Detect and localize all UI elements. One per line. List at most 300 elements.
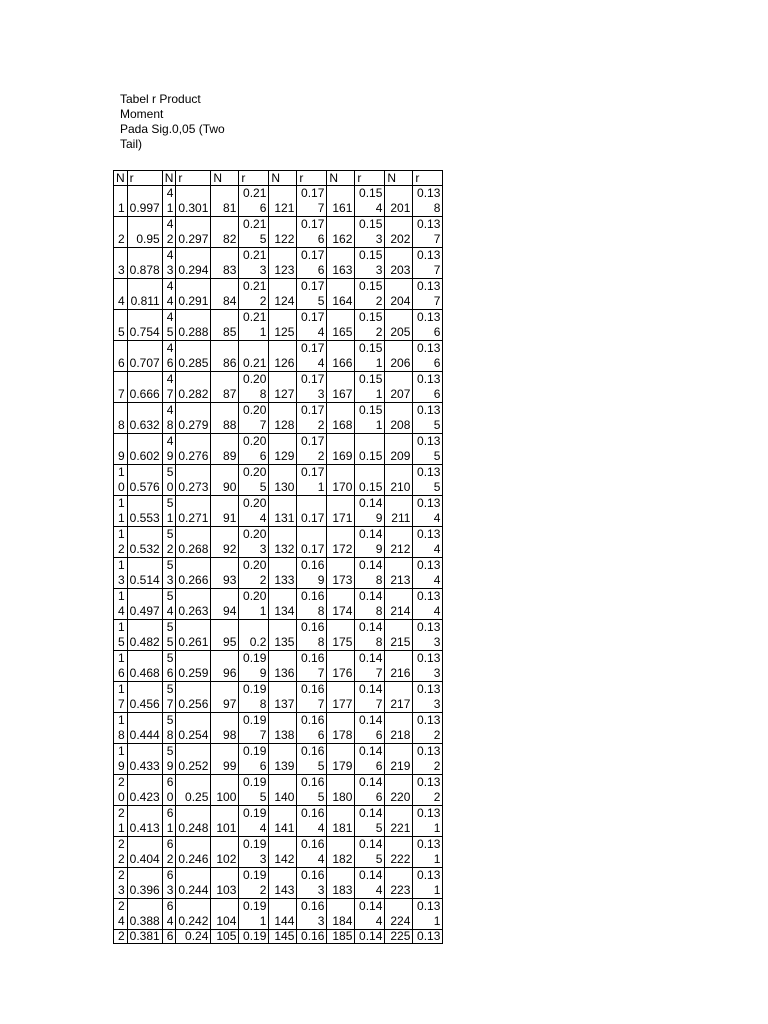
r-value-cell: 0.14 7 xyxy=(355,651,385,682)
n-cell: 174 xyxy=(327,589,355,620)
table-body xyxy=(114,186,443,944)
n-cell: 185 xyxy=(327,930,355,944)
n-cell: 124 xyxy=(269,279,297,310)
r-value-cell: 0.20 8 xyxy=(239,372,269,403)
r-value-cell: 0.17 3 xyxy=(297,372,327,403)
r-value-cell: 0.19 2 xyxy=(239,868,269,899)
n-cell: 220 xyxy=(385,775,413,806)
r-value-cell: 0.16 8 xyxy=(297,620,327,651)
r-value-cell: 0.14 6 xyxy=(355,775,385,806)
r-value-cell: 0.13 3 xyxy=(413,682,443,713)
r-value-cell: 0.19 8 xyxy=(239,682,269,713)
n-cell: 217 xyxy=(385,682,413,713)
r-value-cell: 0.14 4 xyxy=(355,899,385,930)
table-row xyxy=(114,372,443,403)
r-value-cell: 0.13 8 xyxy=(413,186,443,217)
r-value-cell: 0.252 xyxy=(176,744,211,775)
n-cell: 1 2 xyxy=(114,527,128,558)
n-cell: 2 4 xyxy=(114,899,128,930)
n-cell: 89 xyxy=(211,434,239,465)
r-value-cell: 0.16 5 xyxy=(297,744,327,775)
r-value-cell: 0.16 4 xyxy=(297,837,327,868)
n-cell: 5 xyxy=(114,310,128,341)
column-header-r: r xyxy=(297,171,327,186)
column-header-n: N xyxy=(327,171,355,186)
n-cell: 183 xyxy=(327,868,355,899)
n-cell: 4 3 xyxy=(162,248,176,279)
n-cell: 6 0 xyxy=(162,775,176,806)
column-header-r: r xyxy=(176,171,211,186)
r-value-cell: 0.16 7 xyxy=(297,651,327,682)
n-cell: 166 xyxy=(327,341,355,372)
r-value-cell: 0.17 6 xyxy=(297,248,327,279)
table-row xyxy=(114,279,443,310)
r-value-cell: 0.248 xyxy=(176,806,211,837)
r-value-cell: 0.13 4 xyxy=(413,589,443,620)
r-value-cell: 0.15 2 xyxy=(355,310,385,341)
r-value-cell: 0.279 xyxy=(176,403,211,434)
n-cell: 207 xyxy=(385,372,413,403)
table-row xyxy=(114,558,443,589)
n-cell: 81 xyxy=(211,186,239,217)
n-cell: 6 4 xyxy=(162,899,176,930)
r-value-cell: 0.21 xyxy=(239,341,269,372)
r-value-cell: 0.16 9 xyxy=(297,558,327,589)
r-value-cell: 0.13 4 xyxy=(413,496,443,527)
r-value-cell: 0.17 4 xyxy=(297,310,327,341)
r-value-cell: 0.19 7 xyxy=(239,713,269,744)
r-value-cell: 0.576 xyxy=(127,465,162,496)
n-cell: 4 1 xyxy=(162,186,176,217)
n-cell: 6 2 xyxy=(162,837,176,868)
n-cell: 162 xyxy=(327,217,355,248)
r-value-cell: 0.15 1 xyxy=(355,403,385,434)
n-cell: 3 xyxy=(114,248,128,279)
n-cell: 203 xyxy=(385,248,413,279)
r-value-cell: 0.246 xyxy=(176,837,211,868)
r-value-cell: 0.13 5 xyxy=(413,465,443,496)
n-cell: 104 xyxy=(211,899,239,930)
table-header xyxy=(114,171,443,186)
table-row xyxy=(114,465,443,496)
r-value-cell: 0.13 7 xyxy=(413,217,443,248)
n-cell: 173 xyxy=(327,558,355,589)
r-value-cell: 0.288 xyxy=(176,310,211,341)
r-value-cell: 0.13 xyxy=(413,930,443,944)
n-cell: 202 xyxy=(385,217,413,248)
column-header-n: N xyxy=(162,171,176,186)
n-cell: 5 4 xyxy=(162,589,176,620)
n-cell: 97 xyxy=(211,682,239,713)
r-value-cell: 0.497 xyxy=(127,589,162,620)
n-cell: 222 xyxy=(385,837,413,868)
r-value-cell: 0.21 5 xyxy=(239,217,269,248)
n-cell: 1 1 xyxy=(114,496,128,527)
n-cell: 169 xyxy=(327,434,355,465)
r-value-cell: 0.21 2 xyxy=(239,279,269,310)
r-value-cell: 0.13 2 xyxy=(413,744,443,775)
n-cell: 98 xyxy=(211,713,239,744)
r-value-cell: 0.13 7 xyxy=(413,248,443,279)
n-cell: 4 9 xyxy=(162,434,176,465)
n-cell: 86 xyxy=(211,341,239,372)
r-value-cell: 0.15 3 xyxy=(355,217,385,248)
r-value-cell: 0.21 3 xyxy=(239,248,269,279)
n-cell: 8 xyxy=(114,403,128,434)
n-cell: 201 xyxy=(385,186,413,217)
n-cell: 95 xyxy=(211,620,239,651)
n-cell: 105 xyxy=(211,930,239,944)
n-cell: 128 xyxy=(269,403,297,434)
r-value-cell: 0.285 xyxy=(176,341,211,372)
r-value-cell: 0.19 9 xyxy=(239,651,269,682)
r-value-cell: 0.19 3 xyxy=(239,837,269,868)
n-cell: 219 xyxy=(385,744,413,775)
r-value-cell: 0.13 4 xyxy=(413,527,443,558)
n-cell: 5 1 xyxy=(162,496,176,527)
r-value-cell: 0.707 xyxy=(127,341,162,372)
n-cell: 164 xyxy=(327,279,355,310)
r-value-cell: 0.14 7 xyxy=(355,682,385,713)
header-row xyxy=(114,171,443,186)
r-value-cell: 0.16 xyxy=(297,930,327,944)
n-cell: 223 xyxy=(385,868,413,899)
r-value-cell: 0.13 4 xyxy=(413,558,443,589)
r-value-cell: 0.532 xyxy=(127,527,162,558)
n-cell: 125 xyxy=(269,310,297,341)
r-value-cell: 0.15 4 xyxy=(355,186,385,217)
n-cell: 165 xyxy=(327,310,355,341)
n-cell: 6 xyxy=(114,341,128,372)
n-cell: 179 xyxy=(327,744,355,775)
n-cell: 92 xyxy=(211,527,239,558)
r-value-cell: 0.266 xyxy=(176,558,211,589)
n-cell: 91 xyxy=(211,496,239,527)
n-cell: 208 xyxy=(385,403,413,434)
n-cell: 2 xyxy=(114,217,128,248)
r-value-cell: 0.254 xyxy=(176,713,211,744)
n-cell: 102 xyxy=(211,837,239,868)
table-row xyxy=(114,217,443,248)
n-cell: 135 xyxy=(269,620,297,651)
r-value-cell: 0.20 1 xyxy=(239,589,269,620)
n-cell: 103 xyxy=(211,868,239,899)
r-value-cell: 0.14 5 xyxy=(355,806,385,837)
n-cell: 182 xyxy=(327,837,355,868)
n-cell: 214 xyxy=(385,589,413,620)
r-value-cell: 0.17 2 xyxy=(297,403,327,434)
column-header-r: r xyxy=(355,171,385,186)
n-cell: 101 xyxy=(211,806,239,837)
n-cell: 5 0 xyxy=(162,465,176,496)
r-value-cell: 0.16 3 xyxy=(297,899,327,930)
n-cell: 4 6 xyxy=(162,341,176,372)
r-value-cell: 0.20 3 xyxy=(239,527,269,558)
r-value-cell: 0.413 xyxy=(127,806,162,837)
r-value-cell: 0.259 xyxy=(176,651,211,682)
r-value-cell: 0.19 4 xyxy=(239,806,269,837)
r-value-cell: 0.13 1 xyxy=(413,899,443,930)
r-value-cell: 0.297 xyxy=(176,217,211,248)
column-header-r: r xyxy=(239,171,269,186)
table-row xyxy=(114,248,443,279)
n-cell: 5 5 xyxy=(162,620,176,651)
n-cell: 134 xyxy=(269,589,297,620)
r-value-cell: 0.14 8 xyxy=(355,620,385,651)
n-cell: 129 xyxy=(269,434,297,465)
n-cell: 122 xyxy=(269,217,297,248)
r-value-cell: 0.14 8 xyxy=(355,589,385,620)
r-product-moment-table xyxy=(113,170,443,944)
r-value-cell: 0.14 9 xyxy=(355,496,385,527)
r-value-cell: 0.16 7 xyxy=(297,682,327,713)
n-cell: 2 2 xyxy=(114,837,128,868)
r-value-cell: 0.17 xyxy=(297,527,327,558)
n-cell: 176 xyxy=(327,651,355,682)
n-cell: 1 0 xyxy=(114,465,128,496)
r-value-cell: 0.997 xyxy=(127,186,162,217)
n-cell: 1 4 xyxy=(114,589,128,620)
n-cell: 1 9 xyxy=(114,744,128,775)
n-cell: 216 xyxy=(385,651,413,682)
n-cell: 218 xyxy=(385,713,413,744)
title-line-3: Pada Sig.0,05 (Two xyxy=(120,122,225,136)
n-cell: 5 8 xyxy=(162,713,176,744)
r-value-cell: 0.263 xyxy=(176,589,211,620)
column-header-n: N xyxy=(269,171,297,186)
r-value-cell: 0.24 xyxy=(176,930,211,944)
n-cell: 1 3 xyxy=(114,558,128,589)
r-value-cell: 0.16 4 xyxy=(297,806,327,837)
r-value-cell: 0.294 xyxy=(176,248,211,279)
r-value-cell: 0.17 xyxy=(297,496,327,527)
r-value-cell: 0.20 2 xyxy=(239,558,269,589)
r-value-cell: 0.13 7 xyxy=(413,279,443,310)
n-cell: 2 xyxy=(114,930,128,944)
r-value-cell: 0.19 1 xyxy=(239,899,269,930)
table-row xyxy=(114,837,443,868)
n-cell: 163 xyxy=(327,248,355,279)
n-cell: 206 xyxy=(385,341,413,372)
r-value-cell: 0.17 7 xyxy=(297,186,327,217)
r-value-cell: 0.16 3 xyxy=(297,868,327,899)
n-cell: 132 xyxy=(269,527,297,558)
r-value-cell: 0.14 5 xyxy=(355,837,385,868)
r-value-cell: 0.632 xyxy=(127,403,162,434)
r-value-cell: 0.13 2 xyxy=(413,775,443,806)
n-cell: 138 xyxy=(269,713,297,744)
r-value-cell: 0.482 xyxy=(127,620,162,651)
n-cell: 213 xyxy=(385,558,413,589)
n-cell: 9 xyxy=(114,434,128,465)
n-cell: 4 xyxy=(114,279,128,310)
r-value-cell: 0.514 xyxy=(127,558,162,589)
r-value-cell: 0.19 6 xyxy=(239,744,269,775)
table-row xyxy=(114,186,443,217)
n-cell: 142 xyxy=(269,837,297,868)
n-cell: 88 xyxy=(211,403,239,434)
n-cell: 4 8 xyxy=(162,403,176,434)
column-header-n: N xyxy=(114,171,128,186)
table-row xyxy=(114,341,443,372)
r-value-cell: 0.381 xyxy=(127,930,162,944)
r-value-cell: 0.13 3 xyxy=(413,651,443,682)
n-cell: 172 xyxy=(327,527,355,558)
r-value-cell: 0.20 5 xyxy=(239,465,269,496)
r-value-cell: 0.20 7 xyxy=(239,403,269,434)
n-cell: 87 xyxy=(211,372,239,403)
table-row xyxy=(114,403,443,434)
n-cell: 93 xyxy=(211,558,239,589)
n-cell: 1 6 xyxy=(114,651,128,682)
r-value-cell: 0.433 xyxy=(127,744,162,775)
r-value-cell: 0.17 2 xyxy=(297,434,327,465)
r-value-cell: 0.95 xyxy=(127,217,162,248)
r-value-cell: 0.25 xyxy=(176,775,211,806)
r-value-cell: 0.244 xyxy=(176,868,211,899)
n-cell: 141 xyxy=(269,806,297,837)
n-cell: 1 xyxy=(114,186,128,217)
r-value-cell: 0.17 5 xyxy=(297,279,327,310)
table-row xyxy=(114,744,443,775)
r-value-cell: 0.878 xyxy=(127,248,162,279)
r-value-cell: 0.14 xyxy=(355,930,385,944)
n-cell: 167 xyxy=(327,372,355,403)
n-cell: 7 xyxy=(114,372,128,403)
n-cell: 130 xyxy=(269,465,297,496)
n-cell: 1 5 xyxy=(114,620,128,651)
n-cell: 205 xyxy=(385,310,413,341)
n-cell: 6 3 xyxy=(162,868,176,899)
r-value-cell: 0.754 xyxy=(127,310,162,341)
r-value-cell: 0.14 9 xyxy=(355,527,385,558)
n-cell: 178 xyxy=(327,713,355,744)
n-cell: 161 xyxy=(327,186,355,217)
r-value-cell: 0.396 xyxy=(127,868,162,899)
table-row xyxy=(114,930,443,944)
n-cell: 2 0 xyxy=(114,775,128,806)
n-cell: 83 xyxy=(211,248,239,279)
r-value-cell: 0.20 4 xyxy=(239,496,269,527)
n-cell: 85 xyxy=(211,310,239,341)
n-cell: 5 9 xyxy=(162,744,176,775)
n-cell: 1 7 xyxy=(114,682,128,713)
n-cell: 2 3 xyxy=(114,868,128,899)
table-row xyxy=(114,527,443,558)
n-cell: 5 2 xyxy=(162,527,176,558)
n-cell: 221 xyxy=(385,806,413,837)
column-header-r: r xyxy=(127,171,162,186)
r-value-cell: 0.13 6 xyxy=(413,310,443,341)
n-cell: 121 xyxy=(269,186,297,217)
r-value-cell: 0.13 3 xyxy=(413,620,443,651)
r-value-cell: 0.268 xyxy=(176,527,211,558)
r-value-cell: 0.301 xyxy=(176,186,211,217)
n-cell: 96 xyxy=(211,651,239,682)
table-row xyxy=(114,434,443,465)
r-value-cell: 0.13 6 xyxy=(413,341,443,372)
r-value-cell: 0.14 6 xyxy=(355,713,385,744)
title-line-2: Moment xyxy=(120,107,164,121)
r-value-cell: 0.273 xyxy=(176,465,211,496)
r-value-cell: 0.242 xyxy=(176,899,211,930)
r-value-cell: 0.17 6 xyxy=(297,217,327,248)
table-row xyxy=(114,868,443,899)
n-cell: 170 xyxy=(327,465,355,496)
r-value-cell: 0.21 1 xyxy=(239,310,269,341)
table-row xyxy=(114,775,443,806)
n-cell: 175 xyxy=(327,620,355,651)
r-value-cell: 0.19 5 xyxy=(239,775,269,806)
r-value-cell: 0.553 xyxy=(127,496,162,527)
r-value-cell: 0.16 6 xyxy=(297,713,327,744)
r-value-cell: 0.261 xyxy=(176,620,211,651)
n-cell: 4 2 xyxy=(162,217,176,248)
n-cell: 143 xyxy=(269,868,297,899)
title-line-4: Tail) xyxy=(120,137,143,151)
r-value-cell: 0.17 1 xyxy=(297,465,327,496)
n-cell: 5 6 xyxy=(162,651,176,682)
r-value-cell: 0.666 xyxy=(127,372,162,403)
r-value-cell: 0.15 3 xyxy=(355,248,385,279)
n-cell: 184 xyxy=(327,899,355,930)
n-cell: 94 xyxy=(211,589,239,620)
n-cell: 168 xyxy=(327,403,355,434)
r-value-cell: 0.256 xyxy=(176,682,211,713)
r-value-cell: 0.15 2 xyxy=(355,279,385,310)
r-value-cell: 0.14 6 xyxy=(355,744,385,775)
r-value-cell: 0.456 xyxy=(127,682,162,713)
r-value-cell: 0.21 6 xyxy=(239,186,269,217)
r-value-cell: 0.15 1 xyxy=(355,341,385,372)
n-cell: 145 xyxy=(269,930,297,944)
table-row xyxy=(114,310,443,341)
n-cell: 123 xyxy=(269,248,297,279)
r-value-cell: 0.19 xyxy=(239,930,269,944)
n-cell: 5 3 xyxy=(162,558,176,589)
title-line-1: Tabel r Product xyxy=(120,92,201,106)
r-value-cell: 0.20 6 xyxy=(239,434,269,465)
table-row xyxy=(114,806,443,837)
n-cell: 181 xyxy=(327,806,355,837)
r-value-cell: 0.13 6 xyxy=(413,372,443,403)
table-row xyxy=(114,651,443,682)
n-cell: 210 xyxy=(385,465,413,496)
r-value-cell: 0.271 xyxy=(176,496,211,527)
r-value-cell: 0.13 2 xyxy=(413,713,443,744)
table-row xyxy=(114,682,443,713)
n-cell: 224 xyxy=(385,899,413,930)
r-value-cell: 0.468 xyxy=(127,651,162,682)
n-cell: 204 xyxy=(385,279,413,310)
r-value-cell: 0.14 4 xyxy=(355,868,385,899)
n-cell: 127 xyxy=(269,372,297,403)
n-cell: 6 xyxy=(162,930,176,944)
table-row xyxy=(114,620,443,651)
n-cell: 225 xyxy=(385,930,413,944)
table-row xyxy=(114,589,443,620)
n-cell: 140 xyxy=(269,775,297,806)
r-value-cell: 0.13 5 xyxy=(413,403,443,434)
n-cell: 99 xyxy=(211,744,239,775)
r-value-cell: 0.13 1 xyxy=(413,868,443,899)
r-value-cell: 0.16 5 xyxy=(297,775,327,806)
r-value-cell: 0.276 xyxy=(176,434,211,465)
n-cell: 2 1 xyxy=(114,806,128,837)
n-cell: 126 xyxy=(269,341,297,372)
n-cell: 4 4 xyxy=(162,279,176,310)
r-value-cell: 0.423 xyxy=(127,775,162,806)
